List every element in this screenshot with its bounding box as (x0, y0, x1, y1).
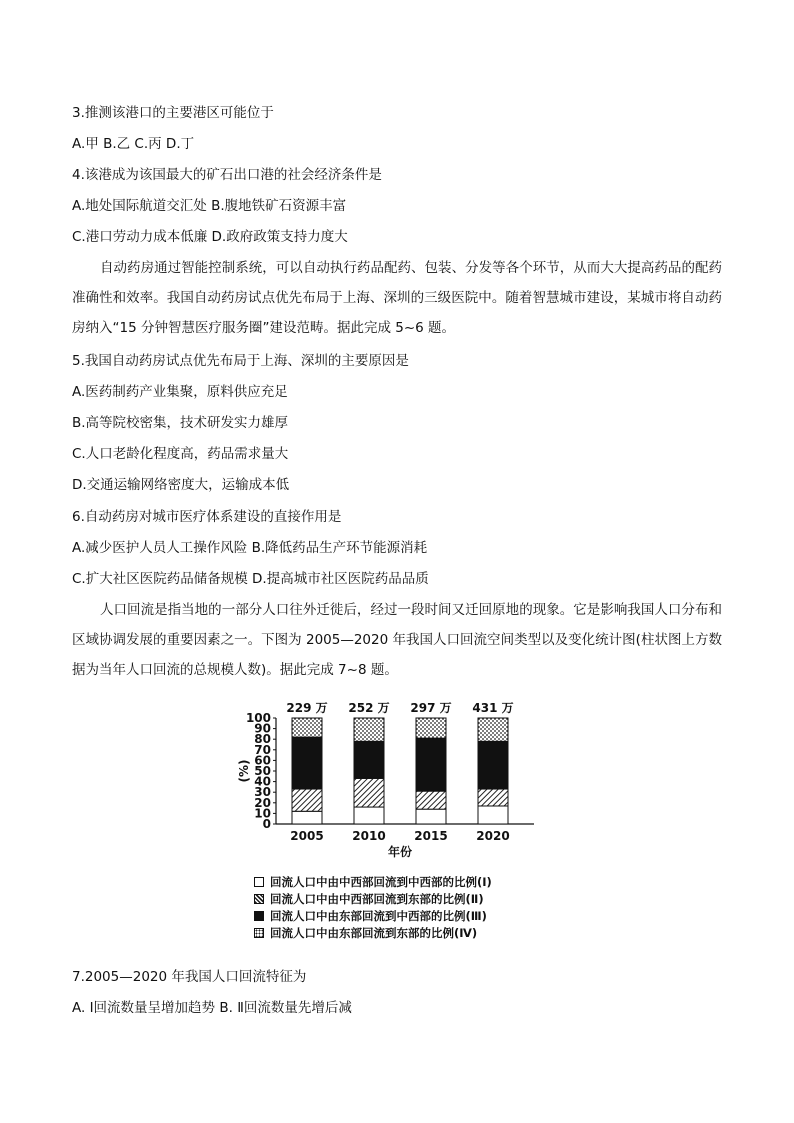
bar-total-label: 431 万 (472, 701, 514, 715)
bar-segment (354, 778, 384, 807)
y-tick-label: 40 (254, 774, 271, 789)
y-axis-label: (%) (237, 759, 251, 783)
q5-option-a: A.医药制药产业集聚，原料供应充足 (72, 384, 288, 400)
bar-segment (416, 791, 446, 809)
y-tick-label: 0 (262, 817, 271, 831)
y-tick-label: 80 (254, 732, 271, 747)
bar-segment (354, 718, 384, 741)
q5-option-b: B.高等院校密集，技术研发实力雄厚 (72, 415, 289, 431)
q4-options-2: C.港口劳动力成本低廉 D.政府政策支持力度大 (72, 229, 348, 245)
bar-total-label: 252 万 (348, 701, 390, 715)
y-tick-label: 30 (254, 785, 271, 800)
bar-segment (292, 737, 322, 789)
x-tick-label: 2020 (476, 829, 510, 843)
bar-segment (354, 741, 384, 778)
legend-swatch-dotted (254, 928, 264, 938)
q5-stem: 5.我国自动药房试点优先布局于上海、深圳的主要原因是 (72, 353, 409, 369)
q6-stem: 6.自动药房对城市医疗体系建设的直接作用是 (72, 509, 342, 525)
legend-swatch-hatched (254, 894, 264, 904)
bar-segment (478, 806, 508, 824)
bar-segment (478, 789, 508, 806)
q4-stem: 4.该港成为该国最大的矿石出口港的社会经济条件是 (72, 167, 382, 183)
bar-segment (416, 718, 446, 738)
q5-option-c: C.人口老龄化程度高，药品需求量大 (72, 446, 289, 462)
q3-stem: 3.推测该港口的主要港区可能位于 (72, 105, 274, 121)
bar-segment (478, 718, 508, 741)
y-tick-label: 90 (254, 721, 271, 736)
legend-swatch-blank (254, 877, 264, 887)
bar-segment (416, 809, 446, 824)
q4-options-1: A.地处国际航道交汇处 B.腹地铁矿石资源丰富 (72, 198, 347, 214)
bar-segment (416, 738, 446, 791)
x-tick-label: 2015 (414, 829, 448, 843)
legend-item-1: 回流人口中由中西部回流到中西部的比例(Ⅰ) (254, 874, 492, 890)
q7-stem: 7.2005—2020 年我国人口回流特征为 (72, 969, 307, 985)
q6-options-2: C.扩大社区医院药品储备规模 D.提高城市社区医院药品品质 (72, 571, 429, 587)
legend-item-4: 回流人口中由东部回流到东部的比例(Ⅳ) (254, 925, 477, 941)
legend-item-3: 回流人口中由东部回流到中西部的比例(Ⅲ) (254, 908, 487, 924)
y-tick-label: 60 (254, 753, 271, 768)
passage-automatic-pharmacy: 自动药房通过智能控制系统，可以自动执行药品配药、包装、分发等各个环节，从而大大提高药品的配药准确性和效率。我国自动药房试点优先布局于上海、深圳的三级医院中。随着智慧城市建设，某城市将自动药房纳入“15 分钟智慧医疗服务圈”建设范畴。据此完成 5~6 题。 (72, 260, 722, 336)
q7-options-1: A. Ⅰ回流数量呈增加趋势 B. Ⅱ回流数量先增后减 (72, 1000, 352, 1016)
legend-item-2: 回流人口中由中西部回流到东部的比例(Ⅱ) (254, 891, 484, 907)
x-tick-label: 2010 (352, 829, 386, 843)
y-tick-label: 50 (254, 764, 271, 778)
passage-population-return: 人口回流是指当地的一部分人口往外迁徙后，经过一段时间又迁回原地的现象。它是影响我国人口分布和区域协调发展的重要因素之一。下图为 2005—2020 年我国人口回流空间类型以及变化统计图(柱状图上方数据为当年人口回流的总规模人数)。据此完成 7~8 题。 (72, 602, 722, 678)
bar-segment (292, 811, 322, 824)
y-tick-label: 10 (254, 806, 271, 821)
bar-segment (354, 807, 384, 824)
y-tick-label: 70 (254, 742, 271, 757)
q6-options-1: A.减少医护人员人工操作风险 B.降低药品生产环节能源消耗 (72, 540, 428, 556)
bar-total-label: 229 万 (286, 701, 328, 715)
bar-total-label: 297 万 (410, 701, 452, 715)
population-return-chart (237, 696, 600, 946)
y-tick-label: 100 (245, 711, 271, 725)
q5-option-d: D.交通运输网络密度大，运输成本低 (72, 477, 290, 493)
x-tick-label: 2005 (290, 829, 324, 843)
q3-options: A.甲 B.乙 C.丙 D.丁 (72, 136, 195, 152)
legend-swatch-solid (254, 911, 264, 921)
y-tick-label: 20 (254, 795, 271, 810)
x-axis-label: 年份 (387, 845, 413, 859)
bar-segment (478, 741, 508, 789)
bar-segment (292, 789, 322, 811)
bar-segment (292, 718, 322, 737)
